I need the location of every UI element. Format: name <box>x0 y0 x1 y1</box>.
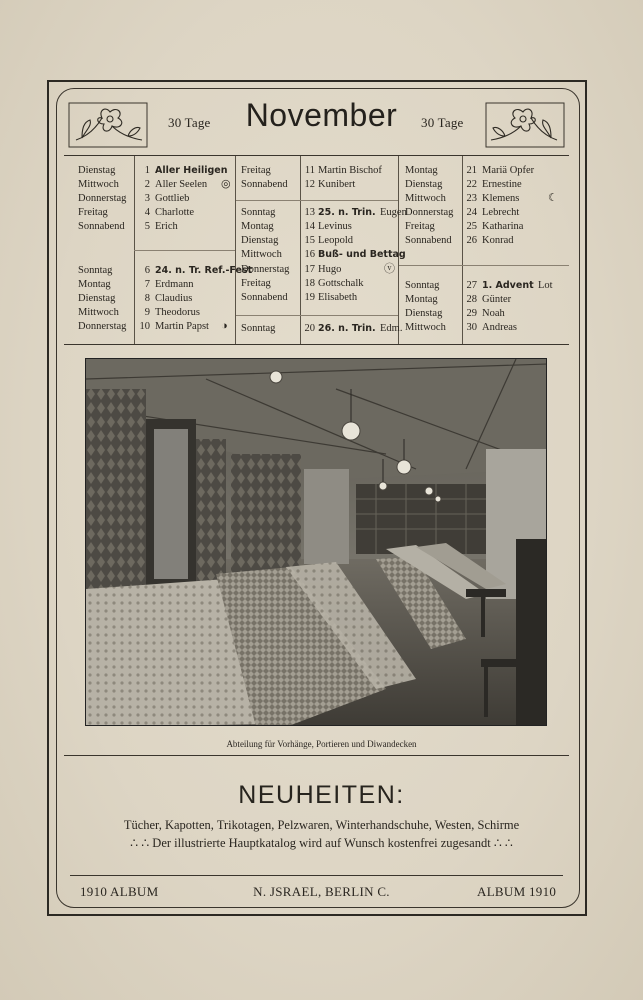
day-number: 16 <box>304 249 315 260</box>
day-number: 20 <box>304 323 315 334</box>
weekday-label: Mittwoch <box>241 249 282 260</box>
neuheiten-products-line: Tücher, Kapotten, Trikotagen, Pelzwaren, Winterhandschuhe, Westen, Schirme <box>123 818 520 832</box>
store-photo-image <box>86 359 547 726</box>
day-number: 17 <box>304 264 315 275</box>
store-interior-photo <box>85 358 547 726</box>
saint-name: Aller Seelen <box>155 179 208 190</box>
saint-name: 25. n. Trin. <box>318 207 376 218</box>
day-number: 12 <box>304 179 315 190</box>
saint-name: Katharina <box>482 221 524 232</box>
days-count-right: 30 Tage <box>421 115 464 130</box>
day-number: 22 <box>466 179 477 190</box>
day-number: 28 <box>466 294 477 305</box>
day-number: 30 <box>466 322 477 333</box>
month-title: November <box>245 97 398 133</box>
saint-name: Günter <box>482 294 512 305</box>
day-number: 25 <box>466 221 477 232</box>
weekday-label: Donnerstag <box>405 207 454 218</box>
footer-publisher: N. JSRAEL, BERLIN C. <box>253 884 390 899</box>
saint-name: Kunibert <box>318 179 356 190</box>
neuheiten-catalog-line: ∴ ∴ Der illustrierte Hauptkatalog wird auf Wunsch kostenfrei zugesandt ∴ ∴ <box>130 836 513 850</box>
saint-name: Charlotte <box>155 207 195 218</box>
neuheiten-title: NEUHEITEN: <box>238 781 405 809</box>
photo-caption: Abteilung für Vorhänge, Portieren und Diwandecken <box>226 739 417 749</box>
weekday-label: Sonnabend <box>78 221 125 232</box>
footer-divider <box>70 875 563 876</box>
weekday-label: Montag <box>78 279 111 290</box>
weekday-label: Mittwoch <box>78 307 119 318</box>
day-number: 6 <box>144 265 150 276</box>
weekday-label: Freitag <box>241 165 271 176</box>
weekday-label: Dienstag <box>78 293 116 304</box>
saint-name: Gottschalk <box>318 278 364 289</box>
weekday-label: Dienstag <box>405 308 443 319</box>
day-number: 13 <box>304 207 315 218</box>
saint-name: Elisabeth <box>318 292 358 303</box>
saint-name: Martin Bischof <box>318 165 382 176</box>
saint-name: Leopold <box>318 235 353 246</box>
weekday-label: Sonnabend <box>405 235 452 246</box>
weekday-label: Dienstag <box>78 165 116 176</box>
saint-name: Erdmann <box>155 279 194 290</box>
weekday-label: Donnerstag <box>78 193 127 204</box>
weekday-label: Sonnabend <box>241 292 288 303</box>
day-number: 3 <box>144 193 150 204</box>
saint-name: Aller Heiligen <box>155 165 228 176</box>
new-moon-icon: ⓥ <box>384 263 395 275</box>
weekday-label: Dienstag <box>241 235 279 246</box>
saint-name: Buß- und Bettag <box>318 249 406 260</box>
saint-name: Erich <box>155 221 178 232</box>
day-number: 7 <box>144 279 150 290</box>
weekday-label: Donnerstag <box>78 321 127 332</box>
saint-name-extra: Edm. <box>380 323 403 334</box>
day-number: 5 <box>144 221 150 232</box>
saint-name: Ernestine <box>482 179 522 190</box>
saint-name: Martin Papst <box>155 321 209 332</box>
saint-name: Andreas <box>482 322 517 333</box>
weekday-label: Montag <box>405 165 438 176</box>
saint-name: Hugo <box>318 264 342 275</box>
day-number: 23 <box>466 193 477 204</box>
saint-name: Theodorus <box>155 307 200 318</box>
day-number: 9 <box>144 307 150 318</box>
weekday-label: Montag <box>241 221 274 232</box>
saint-name: Mariä Opfer <box>482 165 535 176</box>
saint-name: Gottlieb <box>155 193 190 204</box>
weekday-label: Mittwoch <box>405 322 446 333</box>
saint-name: Claudius <box>155 293 193 304</box>
day-number: 8 <box>144 293 150 304</box>
saint-name: Noah <box>482 308 505 319</box>
weekday-label: Mittwoch <box>78 179 119 190</box>
weekday-label: Mittwoch <box>405 193 446 204</box>
weekday-label: Dienstag <box>405 179 443 190</box>
weekday-label: Montag <box>405 294 438 305</box>
day-number: 19 <box>304 292 315 303</box>
weekday-label: Sonntag <box>241 207 276 218</box>
day-number: 29 <box>466 308 477 319</box>
day-number: 10 <box>139 321 150 332</box>
saint-name-extra: Eugen <box>380 207 407 218</box>
day-number: 15 <box>304 235 315 246</box>
day-number: 2 <box>144 179 150 190</box>
saint-name: Klemens <box>482 193 520 204</box>
last-quarter-moon-icon: ◑ <box>221 320 228 332</box>
weekday-label: Sonntag <box>241 323 276 334</box>
saint-name: Levinus <box>318 221 352 232</box>
day-number: 18 <box>304 278 315 289</box>
day-number: 27 <box>466 280 477 291</box>
weekday-label: Freitag <box>78 207 108 218</box>
saint-name: 1. Advent <box>482 280 534 291</box>
footer-left-label: 1910 ALBUM <box>80 884 159 899</box>
weekday-label: Freitag <box>405 221 435 232</box>
day-number: 4 <box>144 207 150 218</box>
day-number: 11 <box>304 165 315 176</box>
saint-name-extra: Lot <box>538 280 553 291</box>
weekday-label: Donnerstag <box>241 264 290 275</box>
days-count-left: 30 Tage <box>168 115 211 130</box>
saint-name: 24. n. Tr. Ref.-Fest <box>155 265 253 276</box>
weekday-label: Freitag <box>241 278 271 289</box>
weekday-label: Sonntag <box>78 265 113 276</box>
full-moon-icon: ◎ <box>221 178 231 190</box>
weekday-label: Sonnabend <box>241 179 288 190</box>
day-number: 14 <box>304 221 315 232</box>
saint-name: Lebrecht <box>482 207 520 218</box>
weekday-label: Sonntag <box>405 280 440 291</box>
saint-name: 26. n. Trin. <box>318 323 376 334</box>
section-divider <box>64 755 569 756</box>
day-number: 21 <box>466 165 477 176</box>
footer-right-label: ALBUM 1910 <box>477 884 557 899</box>
saint-name: Konrad <box>482 235 514 246</box>
day-number: 24 <box>466 207 477 218</box>
first-quarter-moon-icon: ☾ <box>548 192 558 204</box>
day-number: 26 <box>466 235 477 246</box>
day-number: 1 <box>144 165 150 176</box>
